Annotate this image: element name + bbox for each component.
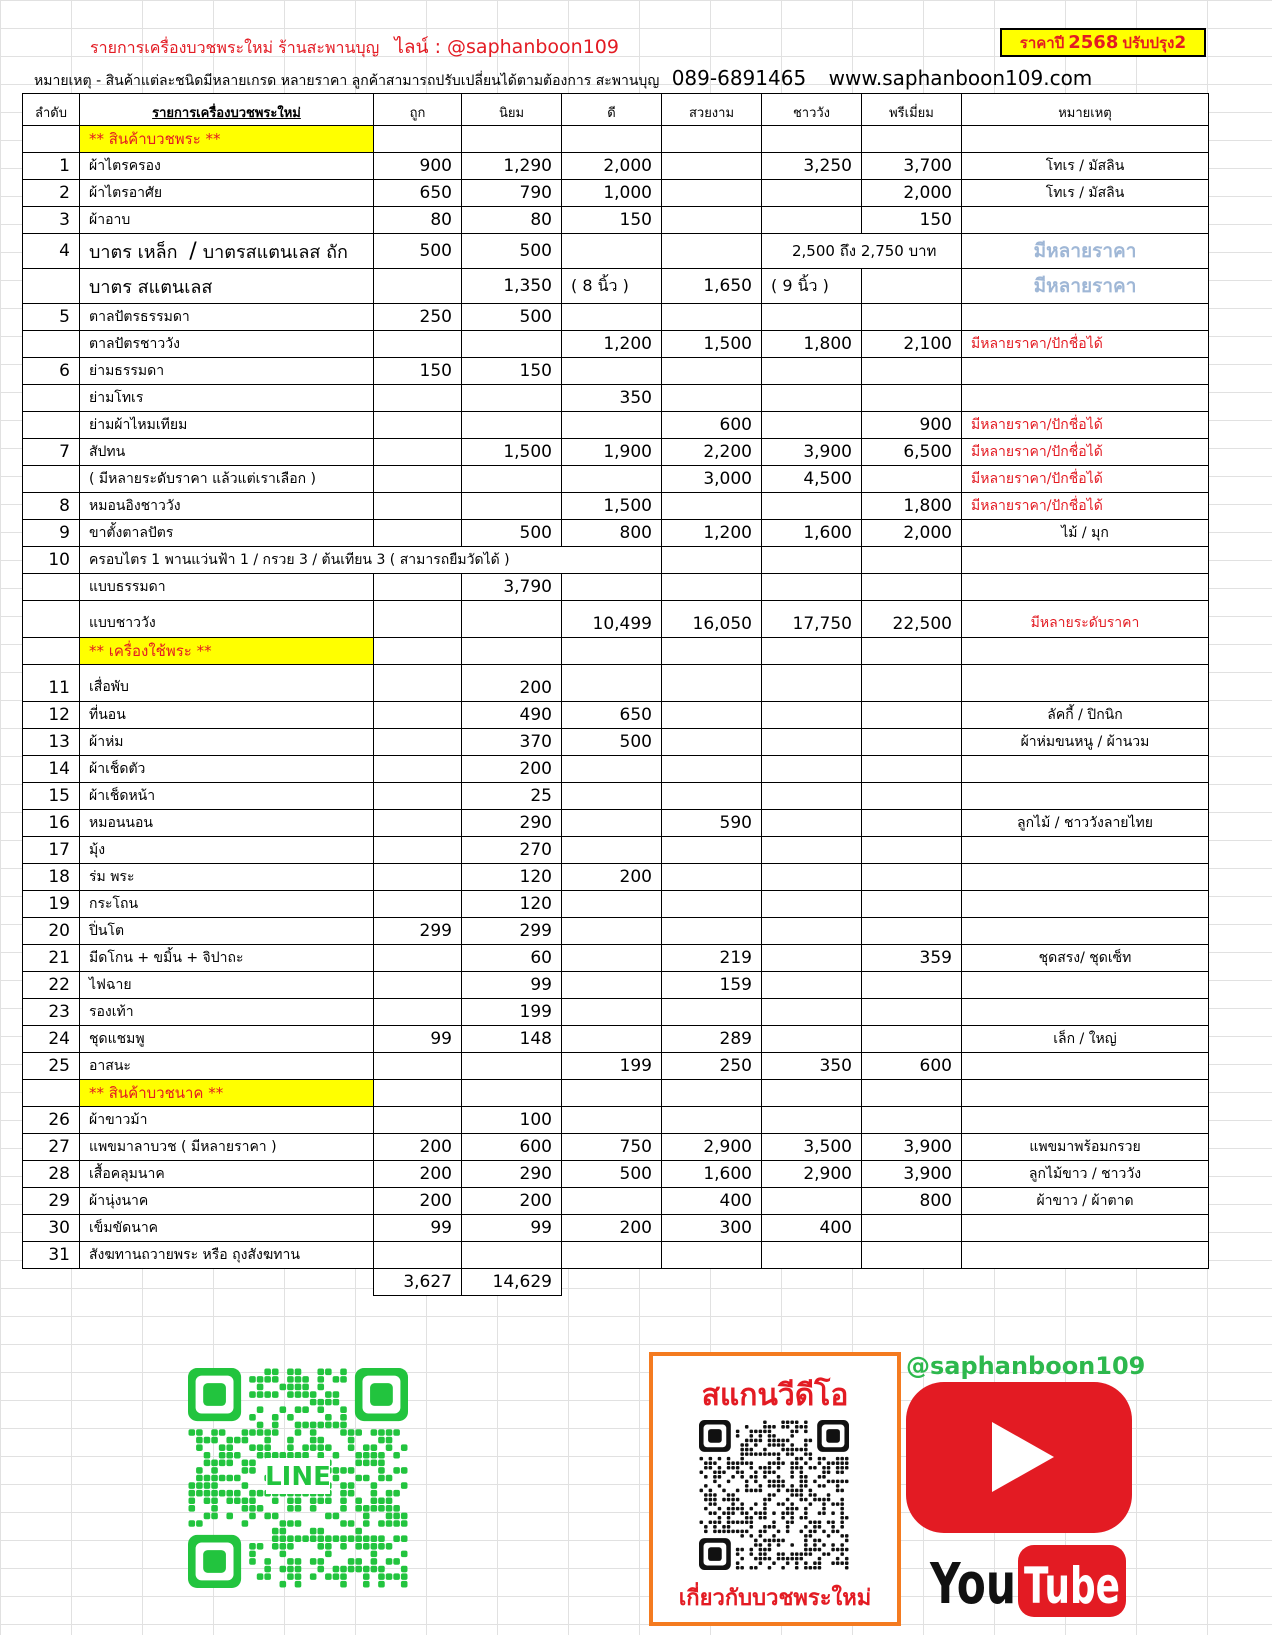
table-row xyxy=(23,756,1209,783)
item-name: บาตร สแตนเลส xyxy=(80,269,374,304)
row-number: 26 xyxy=(23,1107,80,1134)
price-popular: 148 xyxy=(462,1026,562,1053)
line-qr-code[interactable] xyxy=(188,1368,408,1588)
item-name: ขาตั้งตาลปัตร xyxy=(80,520,374,547)
price-good: 200 xyxy=(562,864,662,891)
item-name: ผ้าไตรอาศัย xyxy=(80,180,374,207)
price-beautiful: 289 xyxy=(662,1026,762,1053)
price-popular: 100 xyxy=(462,1107,562,1134)
price-cheap: 80 xyxy=(374,207,462,234)
table-row xyxy=(23,520,1209,547)
price-palace: 1,600 xyxy=(762,520,862,547)
row-number: 2 xyxy=(23,180,80,207)
table-row xyxy=(23,1215,1209,1242)
remark: มีหลายระดับราคา xyxy=(962,601,1209,638)
item-name: เสื่อพับ xyxy=(80,665,374,702)
row-number: 5 xyxy=(23,304,80,331)
youtube-wordmark xyxy=(928,1535,1128,1625)
item-name: ผ้านุ่งนาค xyxy=(80,1188,374,1215)
price-popular: 200 xyxy=(462,1188,562,1215)
price-popular: 3,790 xyxy=(462,574,562,601)
price-good: 10,499 xyxy=(562,601,662,638)
price-palace: 400 xyxy=(762,1215,862,1242)
item-name: เข็มขัดนาค xyxy=(80,1215,374,1242)
section-row xyxy=(23,126,1209,153)
price-beautiful: 250 xyxy=(662,1053,762,1080)
line-id: ไลน์ : @saphanboon109 xyxy=(394,36,619,58)
row-number: 16 xyxy=(23,810,80,837)
item-name: ร่ม พระ xyxy=(80,864,374,891)
remark: ผ้าห่มขนหนู / ผ้านวม xyxy=(962,729,1209,756)
price-palace: 4,500 xyxy=(762,466,862,493)
price-beautiful: 1,500 xyxy=(662,331,762,358)
price-palace: 1,800 xyxy=(762,331,862,358)
price-premium: 3,700 xyxy=(862,153,962,180)
price-popular: 99 xyxy=(462,1215,562,1242)
table-row xyxy=(23,1107,1209,1134)
table-row xyxy=(23,837,1209,864)
table-row xyxy=(23,945,1209,972)
price-good: 2,000 xyxy=(562,153,662,180)
table-row xyxy=(23,783,1209,810)
price-popular: 500 xyxy=(462,234,562,269)
price-palace: 3,500 xyxy=(762,1134,862,1161)
price-prefix: ราคาปี xyxy=(1019,33,1065,52)
price-year-box xyxy=(1000,28,1206,57)
table-row xyxy=(23,269,1209,304)
price-beautiful: 2,900 xyxy=(662,1134,762,1161)
video-scan-title: สแกนวีดีโอ xyxy=(701,1378,849,1413)
remark: แพขมาพร้อมกรวย xyxy=(962,1134,1209,1161)
price-beautiful: 400 xyxy=(662,1188,762,1215)
item-name: สัปทน xyxy=(80,439,374,466)
section-row xyxy=(23,638,1209,665)
remark: มีหลายราคา/ปักชื่อได้ xyxy=(962,439,1209,466)
item-name: ผ้าอาบ xyxy=(80,207,374,234)
row-number: 8 xyxy=(23,493,80,520)
remark: ชุดสรง/ ชุดเซ็ท xyxy=(962,945,1209,972)
price-popular: 490 xyxy=(462,702,562,729)
price-good: 500 xyxy=(562,1161,662,1188)
table-row xyxy=(23,918,1209,945)
item-name: หมอนอิงชาววัง xyxy=(80,493,374,520)
item-name: ตาลปัตรชาววัง xyxy=(80,331,374,358)
price-palace: 2,900 xyxy=(762,1161,862,1188)
table-row xyxy=(23,466,1209,493)
table-row xyxy=(23,999,1209,1026)
price-premium: 3,900 xyxy=(862,1134,962,1161)
price-popular: 150 xyxy=(462,358,562,385)
phone-number: 089-6891465 xyxy=(671,66,807,90)
line-logo-text: LINE xyxy=(265,1462,331,1492)
col-remark-header: หมายเหตุ xyxy=(962,94,1209,126)
remark: ลูกไม้ขาว / ชาววัง xyxy=(962,1161,1209,1188)
price-good: 750 xyxy=(562,1134,662,1161)
remark: มีหลายราคา xyxy=(962,234,1209,269)
price-cheap: 99 xyxy=(374,1026,462,1053)
table-row xyxy=(23,1134,1209,1161)
price-premium: 900 xyxy=(862,412,962,439)
table-row xyxy=(23,358,1209,385)
row-number: 4 xyxy=(23,234,80,269)
item-name: สังฆทานถวายพระ หรือ ถุงสังฆทาน xyxy=(80,1242,374,1269)
row-number: 18 xyxy=(23,864,80,891)
price-popular: 600 xyxy=(462,1134,562,1161)
youtube-play-icon[interactable] xyxy=(904,1380,1134,1535)
youtube-word-you: You xyxy=(929,1552,1016,1617)
price-suffix: ปรับปรุง xyxy=(1122,33,1175,52)
item-name: แบบธรรมดา xyxy=(80,574,374,601)
price-popular: 1,290 xyxy=(462,153,562,180)
price-cheap: 500 xyxy=(374,234,462,269)
section-label: ** เครื่องใช้พระ ** xyxy=(80,638,374,665)
price-popular: 200 xyxy=(462,665,562,702)
remark: มีหลายราคา/ปักชื่อได้ xyxy=(962,331,1209,358)
size-note: ( 9 นิ้ว ) xyxy=(762,269,862,304)
price-palace: 350 xyxy=(762,1053,862,1080)
remark: ไม้ / มุก xyxy=(962,520,1209,547)
price-cheap: 99 xyxy=(374,1215,462,1242)
item-name: ผ้าไตรครอง xyxy=(80,153,374,180)
total-cheap: 3,627 xyxy=(374,1269,462,1296)
price-popular: 290 xyxy=(462,810,562,837)
youtube-handle: @saphanboon109 xyxy=(906,1352,1146,1380)
row-number: 21 xyxy=(23,945,80,972)
price-beautiful: 1,650 xyxy=(662,269,762,304)
table-row xyxy=(23,153,1209,180)
price-popular: 370 xyxy=(462,729,562,756)
price-good: 650 xyxy=(562,702,662,729)
section-row xyxy=(23,1080,1209,1107)
price-popular: 80 xyxy=(462,207,562,234)
price-popular: 1,350 xyxy=(462,269,562,304)
price-premium: 1,800 xyxy=(862,493,962,520)
table-row xyxy=(23,439,1209,466)
row-number: 30 xyxy=(23,1215,80,1242)
remark: โทเร / มัสลิน xyxy=(962,180,1209,207)
totals-row xyxy=(23,1269,1209,1296)
size-note: ( 8 นิ้ว ) xyxy=(562,269,662,304)
row-number: 15 xyxy=(23,783,80,810)
item-name: หมอนนอน xyxy=(80,810,374,837)
item-name: ( มีหลายระดับราคา แล้วแต่เราเลือก ) xyxy=(80,466,374,493)
item-name: บาตร เหล็ก / บาตรสแตนเลส ถัก xyxy=(80,234,374,269)
row-number: 24 xyxy=(23,1026,80,1053)
table-row xyxy=(23,1026,1209,1053)
price-cheap: 200 xyxy=(374,1134,462,1161)
remark: ลูกไม้ / ชาววังลายไทย xyxy=(962,810,1209,837)
price-popular: 120 xyxy=(462,891,562,918)
table-row xyxy=(23,601,1209,638)
col-beautiful-header: สวยงาม xyxy=(662,94,762,126)
row-number: 11 xyxy=(23,665,80,702)
remark: เล็ก / ใหญ่ xyxy=(962,1026,1209,1053)
table-row xyxy=(23,207,1209,234)
price-good: 199 xyxy=(562,1053,662,1080)
table-row xyxy=(23,304,1209,331)
price-beautiful: 16,050 xyxy=(662,601,762,638)
item-name: ชุดแชมพู xyxy=(80,1026,374,1053)
table-row xyxy=(23,665,1209,702)
item-name: ย่ามโทเร xyxy=(80,385,374,412)
price-popular: 120 xyxy=(462,864,562,891)
section-label: ** สินค้าบวชพระ ** xyxy=(80,126,374,153)
row-number: 7 xyxy=(23,439,80,466)
price-good: 1,900 xyxy=(562,439,662,466)
price-premium: 6,500 xyxy=(862,439,962,466)
row-number: 31 xyxy=(23,1242,80,1269)
table-row xyxy=(23,385,1209,412)
price-good: 200 xyxy=(562,1215,662,1242)
price-cheap: 200 xyxy=(374,1188,462,1215)
remark: มีหลายราคา/ปักชื่อได้ xyxy=(962,466,1209,493)
price-good: 350 xyxy=(562,385,662,412)
item-name: ไฟฉาย xyxy=(80,972,374,999)
price-popular: 500 xyxy=(462,520,562,547)
table-row xyxy=(23,1188,1209,1215)
table-row xyxy=(23,1053,1209,1080)
price-popular: 200 xyxy=(462,756,562,783)
item-name: มุ้ง xyxy=(80,837,374,864)
item-name: ผ้าห่ม xyxy=(80,729,374,756)
section-label: ** สินค้าบวชนาค ** xyxy=(80,1080,374,1107)
row-number: 29 xyxy=(23,1188,80,1215)
website-url: www.saphanboon109.com xyxy=(828,66,1093,90)
item-name: ผ้าขาวม้า xyxy=(80,1107,374,1134)
col-no-header: ลำดับ xyxy=(23,94,80,126)
item-name: อาสนะ xyxy=(80,1053,374,1080)
price-popular: 299 xyxy=(462,918,562,945)
price-premium: 800 xyxy=(862,1188,962,1215)
price-premium: 3,900 xyxy=(862,1161,962,1188)
video-scan-subtitle: เกี่ยวกับบวชพระใหม่ xyxy=(678,1586,872,1611)
row-number: 20 xyxy=(23,918,80,945)
col-popular-header: นิยม xyxy=(462,94,562,126)
price-popular: 270 xyxy=(462,837,562,864)
remark: ลัคกี้ / ปิกนิก xyxy=(962,702,1209,729)
price-beautiful: 219 xyxy=(662,945,762,972)
table-row xyxy=(23,180,1209,207)
row-number: 22 xyxy=(23,972,80,999)
table-row xyxy=(23,574,1209,601)
price-good: 1,000 xyxy=(562,180,662,207)
table-row xyxy=(23,891,1209,918)
price-beautiful: 159 xyxy=(662,972,762,999)
price-year: 2568 xyxy=(1068,32,1119,53)
sheet-title xyxy=(90,32,619,62)
row-number: 10 xyxy=(23,547,80,574)
remark: โทเร / มัสลิน xyxy=(962,153,1209,180)
table-row xyxy=(23,547,1209,574)
price-beautiful: 2,200 xyxy=(662,439,762,466)
price-beautiful: 1,200 xyxy=(662,520,762,547)
price-cheap: 650 xyxy=(374,180,462,207)
item-name: ตาลปัตรธรรมดา xyxy=(80,304,374,331)
item-name: เสื้อคลุมนาค xyxy=(80,1161,374,1188)
item-name: ปิ่นโต xyxy=(80,918,374,945)
row-number: 9 xyxy=(23,520,80,547)
item-name: ที่นอน xyxy=(80,702,374,729)
price-cheap: 200 xyxy=(374,1161,462,1188)
row-number: 13 xyxy=(23,729,80,756)
row-number: 1 xyxy=(23,153,80,180)
table-row xyxy=(23,972,1209,999)
price-premium: 2,000 xyxy=(862,520,962,547)
table-row xyxy=(23,331,1209,358)
table-row xyxy=(23,864,1209,891)
item-name: ย่ามผ้าไหมเทียม xyxy=(80,412,374,439)
col-premium-header: พรีเมี่ยม xyxy=(862,94,962,126)
remark: มีหลายราคา xyxy=(962,269,1209,304)
table-row xyxy=(23,702,1209,729)
price-beautiful: 3,000 xyxy=(662,466,762,493)
price-popular: 99 xyxy=(462,972,562,999)
price-premium: 150 xyxy=(862,207,962,234)
price-version: 2 xyxy=(1174,32,1187,53)
table-row xyxy=(23,493,1209,520)
item-name: มีดโกน + ขมิ้น + จิปาถะ xyxy=(80,945,374,972)
price-cheap: 150 xyxy=(374,358,462,385)
price-popular: 500 xyxy=(462,304,562,331)
price-beautiful: 300 xyxy=(662,1215,762,1242)
price-popular: 199 xyxy=(462,999,562,1026)
remark: มีหลายราคา/ปักชื่อได้ xyxy=(962,412,1209,439)
row-number: 23 xyxy=(23,999,80,1026)
row-number: 3 xyxy=(23,207,80,234)
note-line xyxy=(34,66,1092,92)
item-name: แพขมาลาบวช ( มีหลายราคา ) xyxy=(80,1134,374,1161)
table-header-row xyxy=(23,94,1209,126)
col-cheap-header: ถูก xyxy=(374,94,462,126)
col-item-header: รายการเครื่องบวชพระใหม่ xyxy=(80,94,374,126)
row-number: 27 xyxy=(23,1134,80,1161)
price-cheap: 900 xyxy=(374,153,462,180)
video-scan-box xyxy=(649,1352,901,1626)
price-palace: 3,250 xyxy=(762,153,862,180)
table-row xyxy=(23,1161,1209,1188)
price-popular: 25 xyxy=(462,783,562,810)
youtube-word-tube: Tube xyxy=(1024,1557,1120,1615)
video-qr-code[interactable] xyxy=(699,1420,849,1570)
row-number: 17 xyxy=(23,837,80,864)
col-palace-header: ชาววัง xyxy=(762,94,862,126)
table-row xyxy=(23,1242,1209,1269)
row-number: 14 xyxy=(23,756,80,783)
price-good: 1,500 xyxy=(562,493,662,520)
item-name: แบบชาววัง xyxy=(80,601,374,638)
price-popular: 1,500 xyxy=(462,439,562,466)
price-range: 2,500 ถึง 2,750 บาท xyxy=(762,234,962,269)
price-premium: 2,000 xyxy=(862,180,962,207)
price-premium: 600 xyxy=(862,1053,962,1080)
price-good: 150 xyxy=(562,207,662,234)
row-number: 12 xyxy=(23,702,80,729)
price-cheap: 250 xyxy=(374,304,462,331)
price-popular: 60 xyxy=(462,945,562,972)
price-beautiful: 600 xyxy=(662,412,762,439)
remark: มีหลายราคา/ปักชื่อได้ xyxy=(962,493,1209,520)
price-beautiful: 590 xyxy=(662,810,762,837)
price-beautiful: 1,600 xyxy=(662,1161,762,1188)
total-popular: 14,629 xyxy=(462,1269,562,1296)
row-number: 28 xyxy=(23,1161,80,1188)
item-name: ผ้าเช็ดหน้า xyxy=(80,783,374,810)
price-popular: 790 xyxy=(462,180,562,207)
row-number: 19 xyxy=(23,891,80,918)
price-premium: 2,100 xyxy=(862,331,962,358)
price-popular: 290 xyxy=(462,1161,562,1188)
table-row xyxy=(23,810,1209,837)
price-palace: 17,750 xyxy=(762,601,862,638)
item-name: กระโถน xyxy=(80,891,374,918)
note-text: หมายเหตุ - สินค้าแต่ละชนิดมีหลายเกรด หลายราคา ลูกค้าสามารถปรับเปลี่ยนได้ตามต้องการ สะพานบุญ xyxy=(34,73,660,89)
col-good-header: ดี xyxy=(562,94,662,126)
item-name: รองเท้า xyxy=(80,999,374,1026)
row-number: 6 xyxy=(23,358,80,385)
price-table xyxy=(22,93,1209,1296)
price-good: 1,200 xyxy=(562,331,662,358)
price-cheap: 299 xyxy=(374,918,462,945)
table-row xyxy=(23,729,1209,756)
row-number: 25 xyxy=(23,1053,80,1080)
shop-title: รายการเครื่องบวชพระใหม่ ร้านสะพานบุญ xyxy=(90,38,380,57)
price-premium: 22,500 xyxy=(862,601,962,638)
price-good: 500 xyxy=(562,729,662,756)
table-row xyxy=(23,412,1209,439)
price-premium: 359 xyxy=(862,945,962,972)
item-name: ย่ามธรรมดา xyxy=(80,358,374,385)
price-palace: 3,900 xyxy=(762,439,862,466)
price-good: 800 xyxy=(562,520,662,547)
item-name: ครอบไตร 1 พานแว่นฟ้า 1 / กรวย 3 / ต้นเทียน 3 ( สามารถยืมวัดได้ ) xyxy=(80,547,662,574)
remark: ผ้าขาว / ผ้าตาด xyxy=(962,1188,1209,1215)
item-name: ผ้าเช็ดตัว xyxy=(80,756,374,783)
table-row xyxy=(23,234,1209,269)
